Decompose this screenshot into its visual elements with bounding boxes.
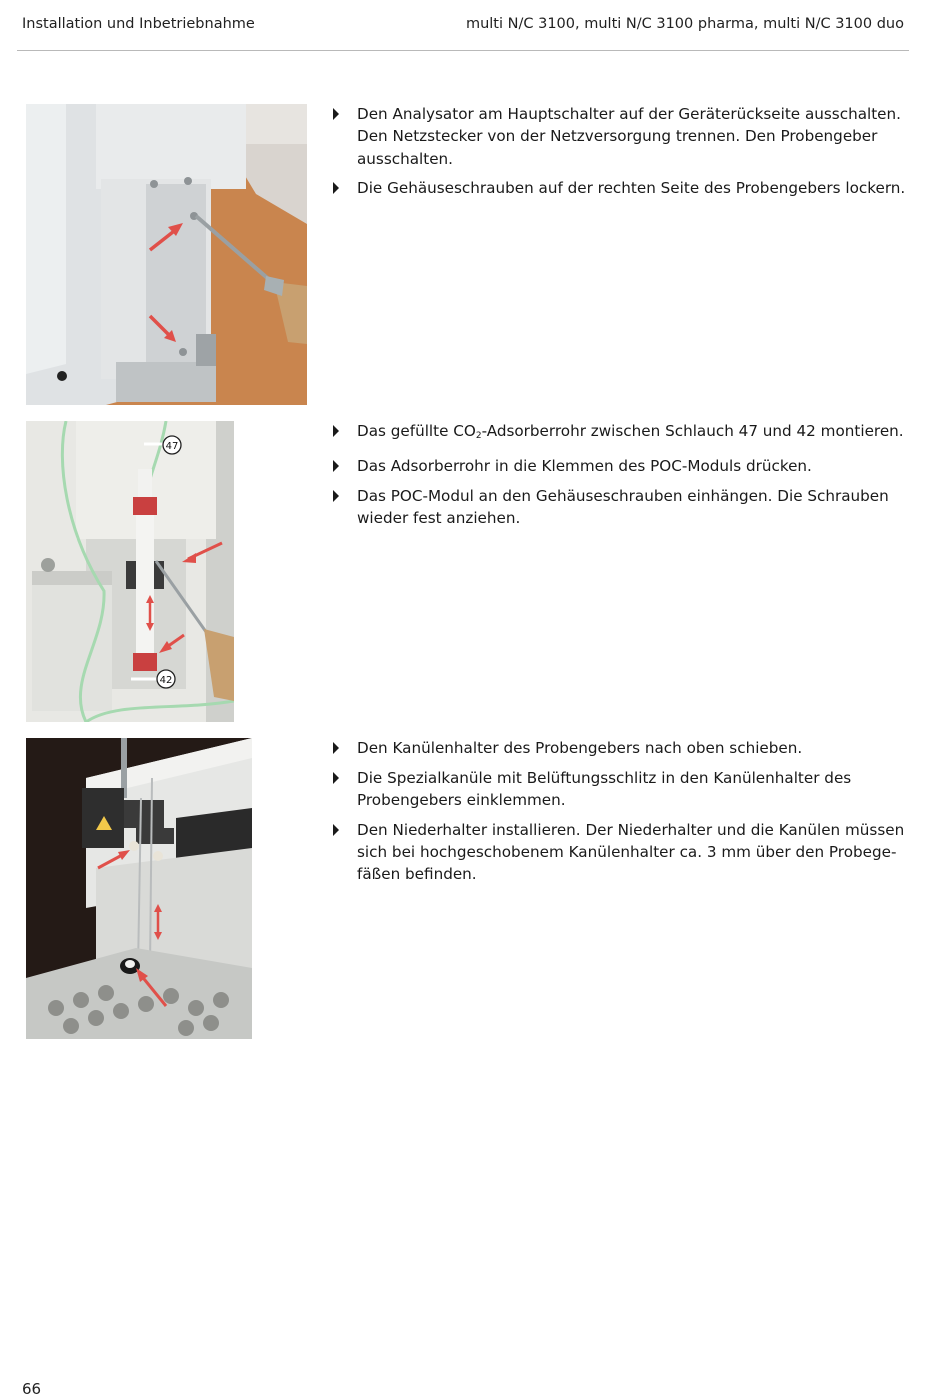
step-item: Die Gehäuseschrauben auf der rechten Seite des Probengebers lockern. xyxy=(330,177,910,199)
figure-housing-screws xyxy=(26,104,307,405)
triangle-bullet-icon xyxy=(333,772,339,784)
header-divider xyxy=(17,50,909,51)
step-item: Das gefüllte $CO_2$-Adsorberrohr zwischen Schlauch 47 und 42 montieren. xyxy=(330,420,910,447)
hose-label-47: 47 xyxy=(165,441,179,452)
triangle-bullet-icon xyxy=(333,182,339,194)
steps-section-3 xyxy=(330,737,910,893)
product-names: multi N/C 3100, multi N/C 3100 pharma, multi N/C 3100 duo xyxy=(465,16,904,32)
triangle-bullet-icon xyxy=(333,460,339,472)
triangle-bullet-icon xyxy=(333,425,339,437)
page-number: 66 xyxy=(22,1380,42,1398)
hose-label-42: 42 xyxy=(159,675,173,686)
step-item: Den Analysator am Hauptschalter auf der Geräterückseite ausschalten. Den Netzstecker von der Netzversorgung trennen. Den Probengeber ausschalten. xyxy=(330,103,910,170)
step-item: Das Adsorberrohr in die Klemmen des POC-Moduls drücken. xyxy=(330,455,910,477)
triangle-bullet-icon xyxy=(333,742,339,754)
step-item: Den Niederhalter installieren. Der Niederhalter und die Kanülen müssen sich bei hochgeschobenem Kanülenhalter ca. 3 mm über den Probegefäßen befinden. xyxy=(330,819,910,886)
triangle-bullet-icon xyxy=(333,490,339,502)
triangle-bullet-icon xyxy=(333,824,339,836)
triangle-bullet-icon xyxy=(333,108,339,120)
step-item: Das POC-Modul an den Gehäuseschrauben einhängen. Die Schrauben wieder fest anziehen. xyxy=(330,485,910,530)
step-item: Die Spezialkanüle mit Belüftungsschlitz in den Kanülenhalter des Probengebers einklemmen. xyxy=(330,767,910,812)
figure-adsorber-tube xyxy=(26,421,234,722)
steps-section-2 xyxy=(330,420,910,537)
steps-section-1 xyxy=(330,103,910,207)
chapter-title: Installation und Inbetriebnahme xyxy=(22,16,255,32)
step-item: Den Kanülenhalter des Probengebers nach oben schieben. xyxy=(330,737,910,759)
figure-needle-holder xyxy=(26,738,252,1039)
